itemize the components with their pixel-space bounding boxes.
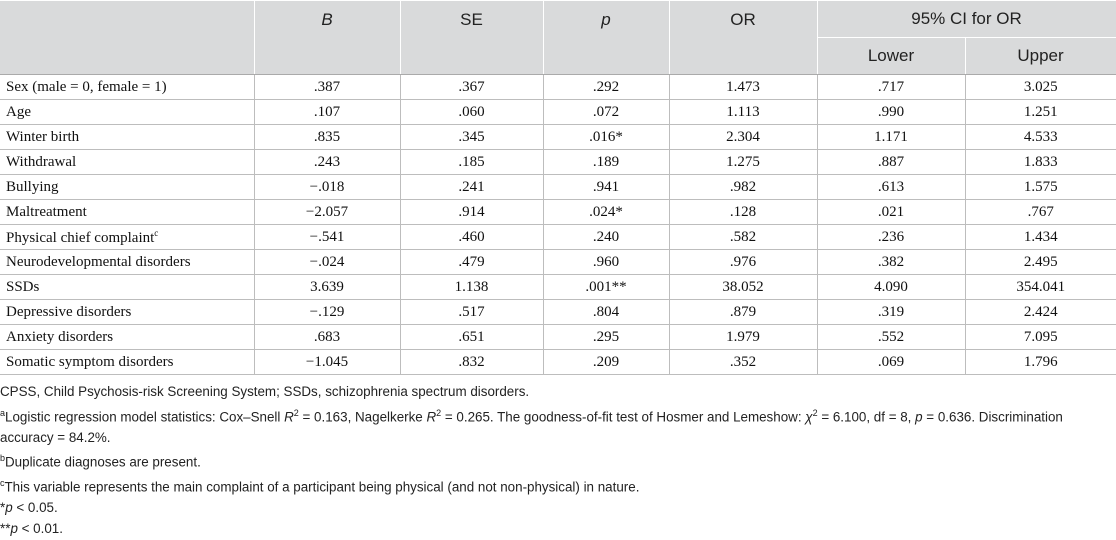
cell-b: .387 [254,75,400,100]
cell-b: .107 [254,100,400,125]
cell-p: .189 [543,150,669,175]
cell-or: 1.979 [669,325,817,350]
cell-or: 1.275 [669,150,817,175]
cell-se: .060 [400,100,543,125]
cell-b: −.129 [254,300,400,325]
cell-lower: .990 [817,100,965,125]
cell-b: −1.045 [254,350,400,375]
cell-p: .960 [543,250,669,275]
row-label: Depressive disorders [0,300,254,325]
cell-p: .295 [543,325,669,350]
table-row [0,200,1116,225]
cell-or: 2.304 [669,125,817,150]
cell-or: 38.052 [669,275,817,300]
note-b: $^b$Duplicate diagnoses are present. [0,453,201,470]
cell-upper: 2.424 [965,300,1116,325]
header-ci: 95% CI for OR [817,1,1116,38]
row-label: Age [0,100,254,125]
cell-lower: .613 [817,175,965,200]
cell-or: 1.113 [669,100,817,125]
table-row [0,100,1116,125]
row-label: Physical chief complaint$^c$ [0,225,254,250]
header-upper: Upper [965,38,1116,75]
cell-lower: .319 [817,300,965,325]
cell-upper: 3.025 [965,75,1116,100]
cell-or: .352 [669,350,817,375]
table-row [0,300,1116,325]
cell-lower: .552 [817,325,965,350]
cell-p: .001** [543,275,669,300]
header-variable [0,1,254,75]
cell-or: .976 [669,250,817,275]
table-notes [0,382,1114,540]
cell-upper: 2.495 [965,250,1116,275]
cell-b: −.018 [254,175,400,200]
cell-b: −.024 [254,250,400,275]
cell-b: .835 [254,125,400,150]
header-lower: Lower [817,38,965,75]
table-row [0,275,1116,300]
cell-p: .240 [543,225,669,250]
row-label: Anxiety disorders [0,325,254,350]
table-header [0,1,1116,75]
table-row [0,125,1116,150]
row-label: Withdrawal [0,150,254,175]
table-row [0,350,1116,375]
cell-p: .292 [543,75,669,100]
cell-or: .879 [669,300,817,325]
cell-or: 1.473 [669,75,817,100]
header-p: p [543,1,669,75]
cell-p: .024* [543,200,669,225]
header-b: B [254,1,400,75]
cell-lower: .887 [817,150,965,175]
cell-se: .517 [400,300,543,325]
table-row [0,325,1116,350]
cell-or: .582 [669,225,817,250]
cell-b: −2.057 [254,200,400,225]
cell-se: .460 [400,225,543,250]
cell-lower: .717 [817,75,965,100]
cell-upper: 1.796 [965,350,1116,375]
cell-or: .982 [669,175,817,200]
cell-se: .345 [400,125,543,150]
cell-lower: .382 [817,250,965,275]
cell-or: .128 [669,200,817,225]
cell-se: .241 [400,175,543,200]
table-body [0,75,1116,375]
table-row [0,150,1116,175]
cell-p: .804 [543,300,669,325]
cell-upper: 4.533 [965,125,1116,150]
cell-b: .243 [254,150,400,175]
table-row [0,225,1116,250]
cell-se: .832 [400,350,543,375]
cell-upper: 354.041 [965,275,1116,300]
cell-p: .209 [543,350,669,375]
note-p01: **p < 0.01. [0,520,63,536]
cell-upper: 1.251 [965,100,1116,125]
cell-upper: 1.434 [965,225,1116,250]
cell-b: .683 [254,325,400,350]
cell-p: .016* [543,125,669,150]
cell-se: .914 [400,200,543,225]
cell-upper: 1.833 [965,150,1116,175]
table-row [0,175,1116,200]
row-label: SSDs [0,275,254,300]
cell-se: .367 [400,75,543,100]
cell-se: .479 [400,250,543,275]
row-label: Somatic symptom disorders [0,350,254,375]
cell-p: .072 [543,100,669,125]
note-c: $^c$This variable represents the main complaint of a participant being physical (and not non-physical) in nature. [0,478,640,495]
row-label: Bullying [0,175,254,200]
cell-lower: .236 [817,225,965,250]
header-se: SE [400,1,543,75]
cell-upper: 7.095 [965,325,1116,350]
note-abbreviations: CPSS, Child Psychosis-risk Screening System; SSDs, schizophrenia spectrum disorders. [0,384,530,399]
cell-lower: 1.171 [817,125,965,150]
table-row [0,250,1116,275]
cell-se: .185 [400,150,543,175]
cell-p: .941 [543,175,669,200]
row-label: Winter birth [0,125,254,150]
cell-lower: .069 [817,350,965,375]
cell-b: −.541 [254,225,400,250]
note-a: $^a$Logistic regression model statistics: Cox–Snell $R^2 = 0.163$, Nagelkerke $R^2 = 0.265$. The goodness-of-fit test of Hosmer and Lemeshow: $\chi^2 = 6.100$, df = 8, p = 0.636. Discrimination accuracy = 84.2%. [0,407,1063,445]
cell-se: .651 [400,325,543,350]
cell-lower: .021 [817,200,965,225]
cell-upper: 1.575 [965,175,1116,200]
cell-upper: .767 [965,200,1116,225]
row-label: Sex (male = 0, female = 1) [0,75,254,100]
header-or: OR [669,1,817,75]
cell-lower: 4.090 [817,275,965,300]
row-label: Maltreatment [0,200,254,225]
table-row [0,75,1116,100]
note-p05: *p < 0.05. [0,500,58,516]
row-label: Neurodevelopmental disorders [0,250,254,275]
cell-b: 3.639 [254,275,400,300]
cell-se: 1.138 [400,275,543,300]
